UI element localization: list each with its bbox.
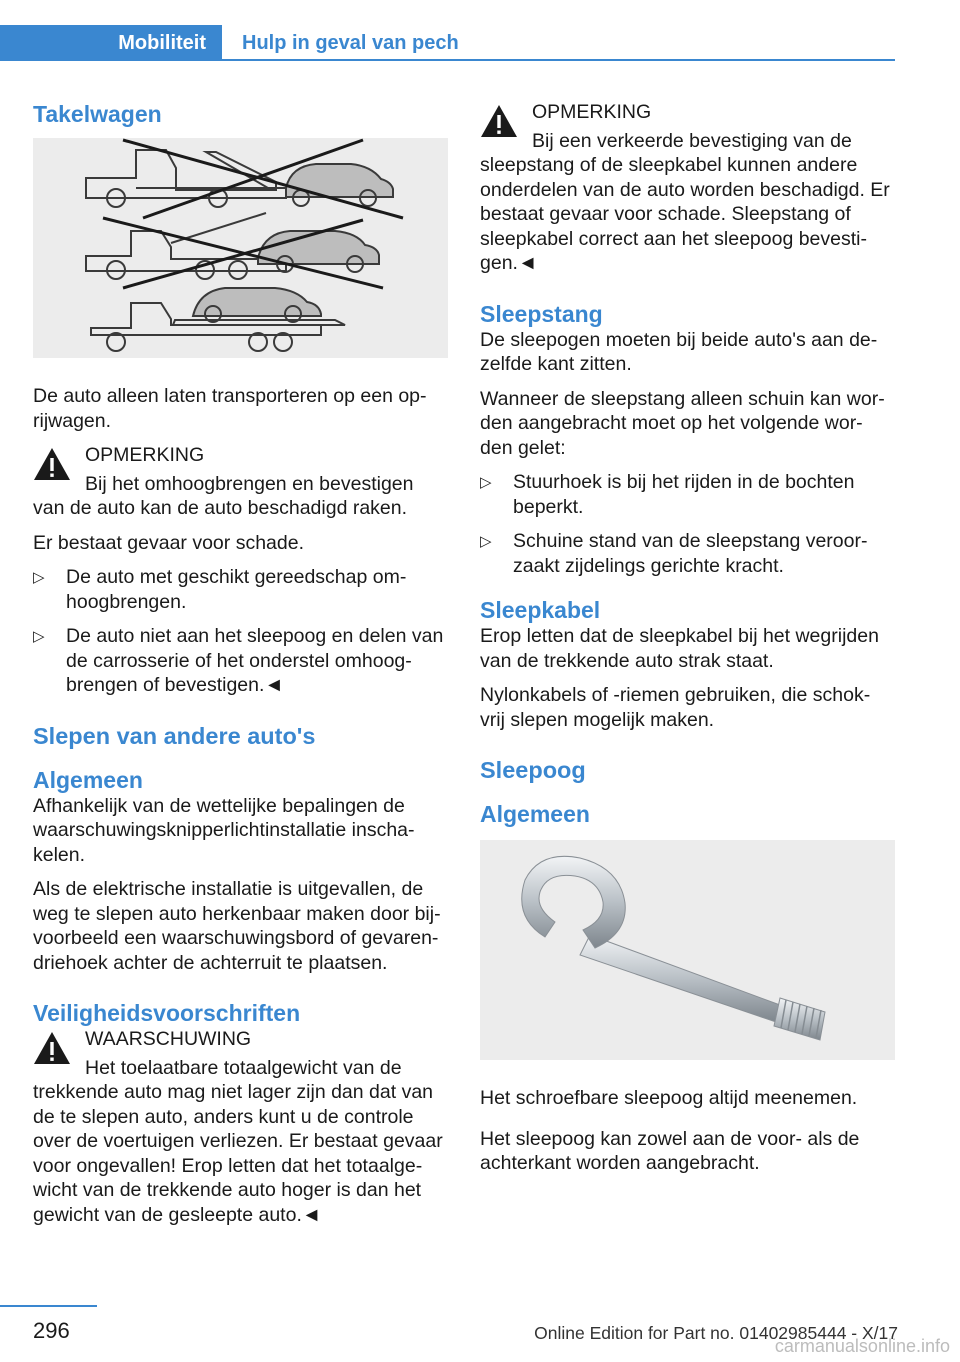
paragraph-cable-2: Nylonkabels of -riemen gebruiken, die schok-vrij slepen mogelijk maken. <box>480 684 871 731</box>
warning-block-2 <box>33 1027 448 1227</box>
page-header <box>0 25 895 61</box>
warning-triangle-icon <box>480 104 518 138</box>
paragraph-cable-1: Erop letten dat de sleepkabel bij het wegrijden van de trekkende auto strak staat. <box>480 625 879 672</box>
heading-sleepoog-algemeen: Algemeen <box>480 801 590 827</box>
tab-section-label: Hulp in geval van pech <box>242 31 459 54</box>
tow-eye-drawing <box>480 840 895 1060</box>
warning-3-first-line: Bij een verkeerde bevestiging van de <box>532 129 852 152</box>
paragraph-general-2: Als de elektrische installatie is uitgevallen, de weg te slepen auto herkenbaar maken door bij-voorbeeld een waarschuwingsbord of gevaren-driehoek achter de achterruit te plaatsen. <box>33 878 441 974</box>
warning-3-title: OPMERKING <box>532 101 652 123</box>
warning-1-text: van de auto kan de auto beschadigd raken. <box>33 497 408 519</box>
paragraph-bar-1: De sleepogen moeten bij beide auto's aan de-zelfde kant zitten. <box>480 328 878 375</box>
paragraph-eye-2: Het sleepoog kan zowel aan de voor- als de achterkant worden aangebracht. <box>480 1127 860 1174</box>
heading-algemeen: Algemeen <box>33 766 143 793</box>
list-item <box>480 470 895 519</box>
watermark: carmanualsonline.info <box>774 1336 950 1356</box>
paragraph-tow: De auto alleen laten transporteren op een op-rijwagen. <box>33 385 427 432</box>
tow-truck-illustration <box>33 138 448 358</box>
page-number: 296 <box>33 1318 70 1343</box>
list-item-text: Stuurhoek is bij het rijden in de bochten beperkt. <box>513 471 855 518</box>
list-item <box>33 624 448 698</box>
list-item <box>480 529 895 578</box>
right-column <box>480 100 895 1186</box>
warning-2-text: trekkende auto mag niet lager zijn dan dat van de te slepen auto, anders kunt u de controle over de voertuigen verliezen. Er bestaat gevaar voor ongevallen! Erop letten dat het totaalge-wicht van de trekkende auto hoger is dan het gewicht van de gesleepte auto.◄ <box>33 1081 443 1226</box>
triangle-right-icon: ▷ <box>480 533 492 550</box>
warning-block-3 <box>480 100 895 276</box>
tab-section[interactable] <box>222 25 459 61</box>
tow-eye-illustration <box>480 840 895 1060</box>
heading-takelwagen: Takelwagen <box>33 101 162 127</box>
heading-sleepkabel: Sleepkabel <box>480 597 601 623</box>
left-column <box>33 100 448 1237</box>
warning-block-1 <box>33 443 448 521</box>
paragraph-general-1: Afhankelijk van de wettelijke bepalingen de waarschuwingsknipperlichtinstallatie inscha-kelen. <box>33 794 415 866</box>
bullet-list-2 <box>480 470 895 578</box>
tow-truck-drawing <box>33 138 448 358</box>
triangle-right-icon: ▷ <box>33 628 45 645</box>
warning-3-text: sleepstang of de sleepkabel kunnen andere onderdelen van de auto worden beschadigd. Er bestaat gevaar voor schade. Sleepstang of sleepkabel correct aan het sleepoog bevesti-gen.◄ <box>480 154 890 274</box>
tab-mobiliteit-label: Mobiliteit <box>118 31 206 54</box>
warning-triangle-icon <box>33 447 71 481</box>
footer-rule <box>0 1305 97 1307</box>
heading-slepen-andere-autos: Slepen van andere auto's <box>33 722 316 749</box>
paragraph-eye-1: Het schroefbare sleepoog altijd meenemen. <box>480 1087 858 1109</box>
bullet-list-1 <box>33 565 448 698</box>
list-item-text: Schuine stand van de sleepstang veroor-zaakt zijdelings gerichte kracht. <box>513 530 868 577</box>
tab-mobiliteit[interactable] <box>0 25 222 61</box>
header-rule <box>222 59 895 61</box>
paragraph-bar-2: Wanneer de sleepstang alleen schuin kan wor-den aangebracht moet op het volgende wor-den gelet: <box>480 387 885 459</box>
warning-1-paragraph: Er bestaat gevaar voor schade. <box>33 531 304 554</box>
list-item <box>33 565 448 614</box>
list-item-text: De auto met geschikt gereedschap om-hoogbrengen. <box>66 566 407 613</box>
heading-sleepstang: Sleepstang <box>480 300 603 327</box>
warning-2-first-line: Het toelaatbare totaalgewicht van de <box>85 1056 402 1079</box>
triangle-right-icon: ▷ <box>480 474 492 491</box>
warning-1-first-line: Bij het omhoogbrengen en bevestigen <box>85 472 414 495</box>
heading-sleepoog: Sleepoog <box>480 757 586 783</box>
triangle-right-icon: ▷ <box>33 569 45 586</box>
heading-veiligheidsvoorschriften: Veiligheidsvoorschriften <box>33 1000 301 1026</box>
warning-triangle-icon <box>33 1031 71 1065</box>
warning-1-title: OPMERKING <box>85 444 205 466</box>
warning-2-title: WAARSCHUWING <box>85 1028 252 1050</box>
edition-text: Online Edition for Part no. 01402985444 - X/17 <box>534 1323 898 1343</box>
list-item-text: De auto niet aan het sleepoog en delen van de carrosserie of het onderstel omhoog-brengen of bevestigen.◄ <box>66 625 444 696</box>
